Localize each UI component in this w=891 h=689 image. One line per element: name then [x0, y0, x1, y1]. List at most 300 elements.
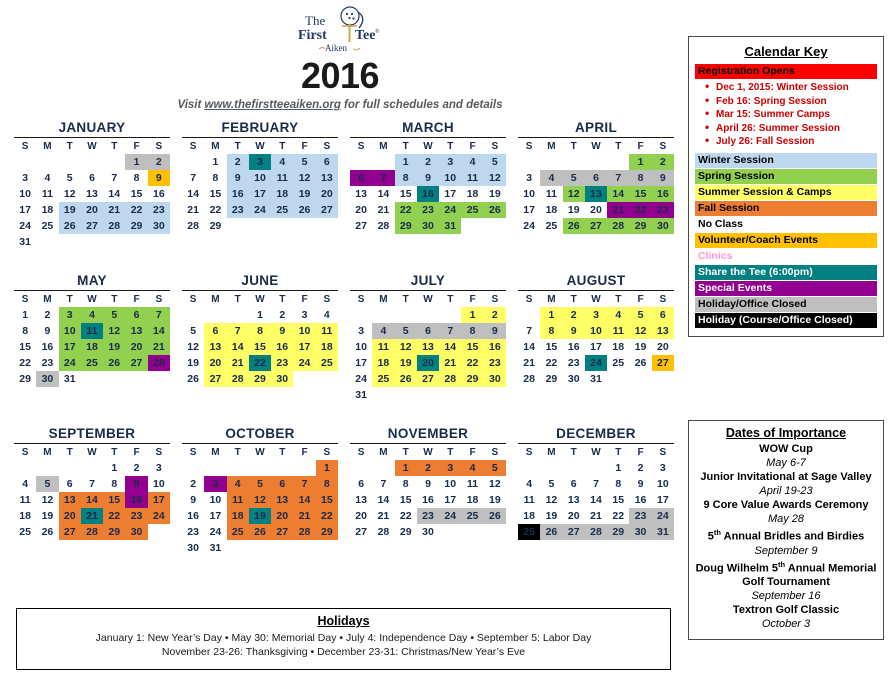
day-cell[interactable]: 6: [417, 323, 439, 339]
day-cell[interactable]: 2: [652, 154, 674, 170]
day-cell[interactable]: 7: [607, 170, 629, 186]
day-cell[interactable]: 15: [249, 339, 271, 355]
day-cell[interactable]: 24: [439, 508, 461, 524]
day-cell[interactable]: 7: [380, 478, 387, 490]
day-cell[interactable]: 14: [148, 323, 170, 339]
day-cell[interactable]: 18: [523, 510, 535, 522]
day-cell[interactable]: 11: [523, 494, 535, 506]
day-cell[interactable]: 11: [19, 494, 31, 506]
day-cell[interactable]: 29: [545, 373, 558, 385]
day-cell[interactable]: 19: [103, 339, 125, 355]
day-cell[interactable]: 31: [652, 524, 674, 540]
day-cell[interactable]: 1: [22, 309, 29, 321]
day-cell[interactable]: 10: [59, 323, 81, 339]
day-cell[interactable]: 14: [607, 186, 629, 202]
day-cell[interactable]: 12: [563, 186, 585, 202]
day-cell[interactable]: 2: [190, 478, 197, 490]
day-cell[interactable]: 3: [439, 154, 461, 170]
day-cell[interactable]: 17: [249, 186, 271, 202]
day-cell[interactable]: 6: [570, 478, 577, 490]
day-cell[interactable]: 2: [484, 307, 506, 323]
day-cell[interactable]: 6: [66, 478, 73, 490]
day-cell[interactable]: 26: [540, 524, 562, 540]
day-cell[interactable]: 4: [461, 460, 483, 476]
day-cell[interactable]: 9: [148, 170, 170, 186]
day-cell[interactable]: 9: [227, 170, 249, 186]
day-cell[interactable]: 9: [271, 323, 293, 339]
day-cell[interactable]: 3: [22, 172, 29, 184]
day-cell[interactable]: 25: [41, 220, 54, 232]
day-cell[interactable]: 19: [41, 510, 54, 522]
day-cell[interactable]: 31: [209, 542, 222, 554]
day-cell[interactable]: 30: [271, 371, 293, 387]
day-cell[interactable]: 29: [19, 373, 31, 385]
day-cell[interactable]: 18: [227, 508, 249, 524]
day-cell[interactable]: 5: [563, 170, 585, 186]
day-cell[interactable]: 20: [590, 204, 602, 216]
day-cell[interactable]: 5: [190, 325, 197, 337]
day-cell[interactable]: 21: [148, 339, 170, 355]
day-cell[interactable]: 5: [249, 476, 271, 492]
day-cell[interactable]: 7: [593, 478, 599, 490]
day-cell[interactable]: 12: [293, 170, 315, 186]
day-cell[interactable]: 12: [489, 478, 501, 490]
day-cell[interactable]: 2: [417, 460, 439, 476]
day-cell[interactable]: 10: [293, 323, 315, 339]
day-cell[interactable]: 26: [484, 508, 506, 524]
day-cell[interactable]: 30: [125, 524, 147, 540]
day-cell[interactable]: 8: [461, 323, 483, 339]
day-cell[interactable]: 22: [399, 510, 412, 522]
day-cell[interactable]: 9: [425, 478, 431, 490]
day-cell[interactable]: 24: [523, 220, 535, 232]
day-cell[interactable]: 27: [125, 355, 147, 371]
day-cell[interactable]: 28: [187, 220, 199, 232]
day-cell[interactable]: 3: [301, 309, 308, 321]
day-cell[interactable]: 20: [59, 508, 81, 524]
day-cell[interactable]: 23: [227, 202, 249, 218]
day-cell[interactable]: 2: [148, 154, 170, 170]
day-cell[interactable]: 6: [316, 154, 338, 170]
day-cell[interactable]: 31: [355, 389, 367, 401]
day-cell[interactable]: 9: [637, 478, 644, 490]
day-cell[interactable]: 18: [19, 510, 31, 522]
day-cell[interactable]: 3: [526, 172, 533, 184]
day-cell[interactable]: 27: [563, 524, 585, 540]
day-cell[interactable]: 26: [59, 218, 81, 234]
day-cell[interactable]: 23: [629, 508, 651, 524]
day-cell[interactable]: 28: [148, 355, 170, 371]
day-cell[interactable]: 22: [103, 508, 125, 524]
day-cell[interactable]: 12: [249, 492, 271, 508]
day-cell[interactable]: 24: [59, 355, 81, 371]
day-cell[interactable]: 14: [590, 494, 602, 506]
day-cell[interactable]: 12: [103, 323, 125, 339]
day-cell[interactable]: 22: [249, 355, 271, 371]
day-cell[interactable]: 19: [59, 202, 81, 218]
day-cell[interactable]: 4: [323, 309, 330, 321]
day-cell[interactable]: 5: [484, 460, 506, 476]
day-cell[interactable]: 8: [316, 476, 338, 492]
day-cell[interactable]: 10: [355, 341, 367, 353]
day-cell[interactable]: 6: [358, 478, 365, 490]
day-cell[interactable]: 15: [545, 341, 558, 353]
day-cell[interactable]: 14: [81, 492, 103, 508]
day-cell[interactable]: 7: [190, 172, 197, 184]
day-cell[interactable]: 30: [629, 524, 651, 540]
day-cell[interactable]: 25: [81, 355, 103, 371]
day-cell[interactable]: 1: [395, 460, 417, 476]
day-cell[interactable]: 19: [395, 355, 417, 371]
day-cell[interactable]: 13: [316, 170, 338, 186]
day-cell[interactable]: 16: [271, 339, 293, 355]
day-cell[interactable]: 21: [590, 510, 602, 522]
day-cell[interactable]: 19: [293, 186, 315, 202]
day-cell[interactable]: 15: [399, 494, 412, 506]
day-cell[interactable]: 11: [466, 478, 479, 490]
day-cell[interactable]: 23: [484, 355, 506, 371]
day-cell[interactable]: 23: [652, 202, 674, 218]
day-cell[interactable]: 21: [377, 204, 390, 216]
day-cell[interactable]: 2: [637, 462, 644, 474]
day-cell[interactable]: 8: [111, 478, 118, 490]
day-cell[interactable]: 9: [190, 494, 197, 506]
day-cell[interactable]: 18: [545, 204, 558, 216]
day-cell[interactable]: 15: [461, 339, 483, 355]
day-cell[interactable]: 30: [484, 371, 506, 387]
day-cell[interactable]: 4: [372, 323, 394, 339]
day-cell[interactable]: 23: [125, 508, 147, 524]
day-cell[interactable]: 14: [187, 188, 199, 200]
day-cell[interactable]: 16: [153, 188, 165, 200]
day-cell[interactable]: 30: [187, 542, 199, 554]
day-cell[interactable]: 9: [484, 323, 506, 339]
day-cell[interactable]: 26: [395, 371, 417, 387]
day-cell[interactable]: 9: [417, 170, 439, 186]
day-cell[interactable]: 4: [461, 154, 483, 170]
day-cell[interactable]: 13: [585, 186, 607, 202]
day-cell[interactable]: 9: [125, 476, 147, 492]
day-cell[interactable]: 1: [461, 307, 483, 323]
day-cell[interactable]: 22: [209, 204, 222, 216]
day-cell[interactable]: 27: [316, 202, 338, 218]
day-cell[interactable]: 16: [41, 341, 54, 353]
day-cell[interactable]: 14: [227, 339, 249, 355]
day-cell[interactable]: 8: [540, 323, 562, 339]
day-cell[interactable]: 24: [148, 508, 170, 524]
day-cell[interactable]: 23: [41, 357, 54, 369]
day-cell[interactable]: 19: [545, 510, 558, 522]
day-cell[interactable]: 11: [316, 323, 338, 339]
day-cell[interactable]: 27: [59, 524, 81, 540]
day-cell[interactable]: 9: [652, 170, 674, 186]
day-cell[interactable]: 30: [652, 218, 674, 234]
day-cell[interactable]: 14: [377, 494, 390, 506]
day-cell[interactable]: 3: [358, 325, 365, 337]
day-cell[interactable]: 18: [271, 186, 293, 202]
day-cell[interactable]: 13: [417, 339, 439, 355]
day-cell[interactable]: 25: [271, 202, 293, 218]
day-cell[interactable]: 28: [377, 526, 390, 538]
day-cell[interactable]: 4: [81, 307, 103, 323]
day-cell[interactable]: 13: [355, 494, 367, 506]
day-cell[interactable]: 16: [567, 341, 580, 353]
day-cell[interactable]: 7: [439, 323, 461, 339]
day-cell[interactable]: 13: [125, 323, 147, 339]
day-cell[interactable]: 14: [377, 188, 390, 200]
day-cell[interactable]: 28: [585, 524, 607, 540]
day-cell[interactable]: 12: [395, 339, 417, 355]
day-cell[interactable]: 23: [187, 526, 199, 538]
day-cell[interactable]: 4: [271, 154, 293, 170]
day-cell[interactable]: 29: [103, 524, 125, 540]
day-cell[interactable]: 4: [607, 307, 629, 323]
day-cell[interactable]: 29: [395, 218, 417, 234]
day-cell[interactable]: 27: [355, 220, 367, 232]
day-cell[interactable]: 22: [461, 355, 483, 371]
day-cell[interactable]: 11: [545, 188, 557, 200]
day-cell[interactable]: 14: [108, 188, 121, 200]
day-cell[interactable]: 1: [125, 154, 147, 170]
day-cell[interactable]: 13: [204, 339, 226, 355]
day-cell[interactable]: 31: [439, 218, 461, 234]
day-cell[interactable]: 21: [439, 355, 461, 371]
day-cell[interactable]: 7: [526, 325, 533, 337]
day-cell[interactable]: 11: [41, 188, 53, 200]
day-cell[interactable]: 4: [526, 478, 533, 490]
day-cell[interactable]: 16: [227, 186, 249, 202]
day-cell[interactable]: 26: [249, 524, 271, 540]
day-cell[interactable]: 30: [422, 526, 434, 538]
day-cell[interactable]: 6: [350, 170, 372, 186]
day-cell[interactable]: 26: [563, 218, 585, 234]
day-cell[interactable]: 4: [227, 476, 249, 492]
day-cell[interactable]: 26: [484, 202, 506, 218]
day-cell[interactable]: 19: [567, 204, 580, 216]
day-cell[interactable]: 28: [523, 373, 535, 385]
day-cell[interactable]: 2: [417, 154, 439, 170]
day-cell[interactable]: 12: [187, 341, 199, 353]
day-cell[interactable]: 27: [271, 524, 293, 540]
day-cell[interactable]: 29: [399, 526, 412, 538]
day-cell[interactable]: 12: [63, 188, 76, 200]
day-cell[interactable]: 29: [209, 220, 222, 232]
day-cell[interactable]: 1: [540, 307, 562, 323]
day-cell[interactable]: 20: [657, 341, 669, 353]
day-cell[interactable]: 16: [187, 510, 199, 522]
day-cell[interactable]: 13: [567, 494, 580, 506]
day-cell[interactable]: 14: [523, 341, 535, 353]
day-cell[interactable]: 23: [271, 355, 293, 371]
day-cell[interactable]: 9: [44, 325, 51, 337]
day-cell[interactable]: 1: [111, 462, 118, 474]
website-link[interactable]: www.thefirstteeaiken.org: [204, 99, 341, 111]
day-cell[interactable]: 16: [417, 186, 439, 202]
day-cell[interactable]: 31: [590, 373, 602, 385]
day-cell[interactable]: 7: [89, 478, 95, 490]
day-cell[interactable]: 15: [399, 188, 412, 200]
day-cell[interactable]: 25: [19, 526, 31, 538]
day-cell[interactable]: 20: [316, 186, 338, 202]
day-cell[interactable]: 11: [607, 323, 629, 339]
day-cell[interactable]: 21: [187, 204, 199, 216]
day-cell[interactable]: 16: [125, 492, 147, 508]
day-cell[interactable]: 3: [585, 307, 607, 323]
day-cell[interactable]: 10: [153, 478, 165, 490]
day-cell[interactable]: 17: [355, 357, 367, 369]
day-cell[interactable]: 21: [607, 202, 629, 218]
day-cell[interactable]: 21: [103, 202, 125, 218]
day-cell[interactable]: 5: [36, 476, 58, 492]
day-cell[interactable]: 17: [209, 510, 222, 522]
day-cell[interactable]: 3: [204, 476, 226, 492]
day-cell[interactable]: 2: [227, 154, 249, 170]
day-cell[interactable]: 17: [59, 339, 81, 355]
day-cell[interactable]: 18: [81, 339, 103, 355]
day-cell[interactable]: 4: [540, 170, 562, 186]
day-cell[interactable]: 18: [612, 341, 625, 353]
day-cell[interactable]: 28: [227, 371, 249, 387]
day-cell[interactable]: 12: [484, 170, 506, 186]
day-cell[interactable]: 10: [657, 478, 669, 490]
day-cell[interactable]: 17: [590, 341, 602, 353]
day-cell[interactable]: 6: [204, 323, 226, 339]
day-cell[interactable]: 20: [125, 339, 147, 355]
day-cell[interactable]: 18: [466, 494, 479, 506]
day-cell[interactable]: 27: [585, 218, 607, 234]
day-cell[interactable]: 15: [19, 341, 31, 353]
day-cell[interactable]: 17: [19, 204, 31, 216]
day-cell[interactable]: 28: [293, 524, 315, 540]
day-cell[interactable]: 19: [249, 508, 271, 524]
day-cell[interactable]: 8: [133, 172, 140, 184]
day-cell[interactable]: 29: [125, 218, 147, 234]
day-cell[interactable]: 13: [59, 492, 81, 508]
day-cell[interactable]: 3: [659, 462, 666, 474]
day-cell[interactable]: 26: [634, 357, 647, 369]
day-cell[interactable]: 3: [439, 460, 461, 476]
day-cell[interactable]: 13: [652, 323, 674, 339]
day-cell[interactable]: 25: [316, 355, 338, 371]
day-cell[interactable]: 30: [567, 373, 580, 385]
day-cell[interactable]: 21: [523, 357, 535, 369]
day-cell[interactable]: 30: [417, 218, 439, 234]
day-cell[interactable]: 6: [125, 307, 147, 323]
day-cell[interactable]: 28: [607, 218, 629, 234]
day-cell[interactable]: 24: [249, 202, 271, 218]
day-cell[interactable]: 20: [355, 510, 367, 522]
day-cell[interactable]: 29: [607, 524, 629, 540]
day-cell[interactable]: 5: [548, 478, 555, 490]
day-cell[interactable]: 7: [372, 170, 394, 186]
day-cell[interactable]: 20: [204, 355, 226, 371]
day-cell[interactable]: 16: [484, 339, 506, 355]
day-cell[interactable]: 6: [89, 172, 95, 184]
day-cell[interactable]: 23: [148, 202, 170, 218]
day-cell[interactable]: 24: [209, 526, 222, 538]
day-cell[interactable]: 22: [19, 357, 31, 369]
day-cell[interactable]: 27: [81, 218, 103, 234]
day-cell[interactable]: 2: [563, 307, 585, 323]
day-cell[interactable]: 20: [417, 355, 439, 371]
day-cell[interactable]: 21: [377, 510, 390, 522]
day-cell[interactable]: 21: [81, 508, 103, 524]
day-cell[interactable]: 19: [187, 357, 199, 369]
day-cell[interactable]: 1: [316, 460, 338, 476]
day-cell[interactable]: 17: [444, 494, 457, 506]
day-cell[interactable]: 11: [227, 492, 249, 508]
day-cell[interactable]: 29: [249, 371, 271, 387]
day-cell[interactable]: 15: [130, 188, 143, 200]
day-cell[interactable]: 26: [41, 526, 54, 538]
day-cell[interactable]: 19: [634, 341, 647, 353]
day-cell[interactable]: 13: [271, 492, 293, 508]
day-cell[interactable]: 27: [652, 355, 674, 371]
day-cell[interactable]: 1: [212, 156, 219, 168]
day-cell[interactable]: 24: [585, 355, 607, 371]
day-cell[interactable]: 25: [461, 202, 483, 218]
day-cell[interactable]: 28: [103, 218, 125, 234]
day-cell[interactable]: 25: [612, 357, 625, 369]
day-cell[interactable]: 18: [316, 339, 338, 355]
day-cell[interactable]: 4: [22, 478, 29, 490]
day-cell[interactable]: 17: [444, 188, 457, 200]
day-cell[interactable]: 2: [279, 309, 286, 321]
day-cell[interactable]: 21: [293, 508, 315, 524]
day-cell[interactable]: 14: [439, 339, 461, 355]
day-cell[interactable]: 5: [103, 307, 125, 323]
day-cell[interactable]: 15: [629, 186, 651, 202]
day-cell[interactable]: 28: [439, 371, 461, 387]
day-cell[interactable]: 18: [41, 204, 54, 216]
day-cell[interactable]: 24: [19, 220, 31, 232]
day-cell[interactable]: 27: [355, 526, 367, 538]
day-cell[interactable]: 1: [629, 154, 651, 170]
day-cell[interactable]: 10: [444, 478, 457, 490]
day-cell[interactable]: 8: [402, 478, 409, 490]
day-cell[interactable]: 5: [629, 307, 651, 323]
day-cell[interactable]: 23: [567, 357, 580, 369]
day-cell[interactable]: 7: [111, 172, 118, 184]
day-cell[interactable]: 5: [395, 323, 417, 339]
day-cell[interactable]: 28: [377, 220, 390, 232]
day-cell[interactable]: 17: [293, 339, 315, 355]
day-cell[interactable]: 8: [212, 172, 219, 184]
day-cell[interactable]: 25: [518, 524, 540, 540]
day-cell[interactable]: 8: [395, 170, 417, 186]
day-cell[interactable]: 17: [148, 492, 170, 508]
day-cell[interactable]: 23: [417, 202, 439, 218]
day-cell[interactable]: 10: [249, 170, 271, 186]
day-cell[interactable]: 10: [585, 323, 607, 339]
day-cell[interactable]: 24: [652, 508, 674, 524]
day-cell[interactable]: 9: [563, 323, 585, 339]
day-cell[interactable]: 10: [439, 170, 461, 186]
day-cell[interactable]: 1: [615, 462, 622, 474]
day-cell[interactable]: 6: [585, 170, 607, 186]
day-cell[interactable]: 19: [489, 188, 501, 200]
day-cell[interactable]: 1: [395, 154, 417, 170]
day-cell[interactable]: 2: [133, 462, 140, 474]
day-cell[interactable]: 26: [187, 373, 199, 385]
day-cell[interactable]: 4: [44, 172, 51, 184]
day-cell[interactable]: 26: [293, 202, 315, 218]
day-cell[interactable]: 17: [657, 494, 669, 506]
day-cell[interactable]: 22: [545, 357, 558, 369]
day-cell[interactable]: 8: [22, 325, 29, 337]
day-cell[interactable]: 22: [316, 508, 338, 524]
day-cell[interactable]: 30: [148, 218, 170, 234]
